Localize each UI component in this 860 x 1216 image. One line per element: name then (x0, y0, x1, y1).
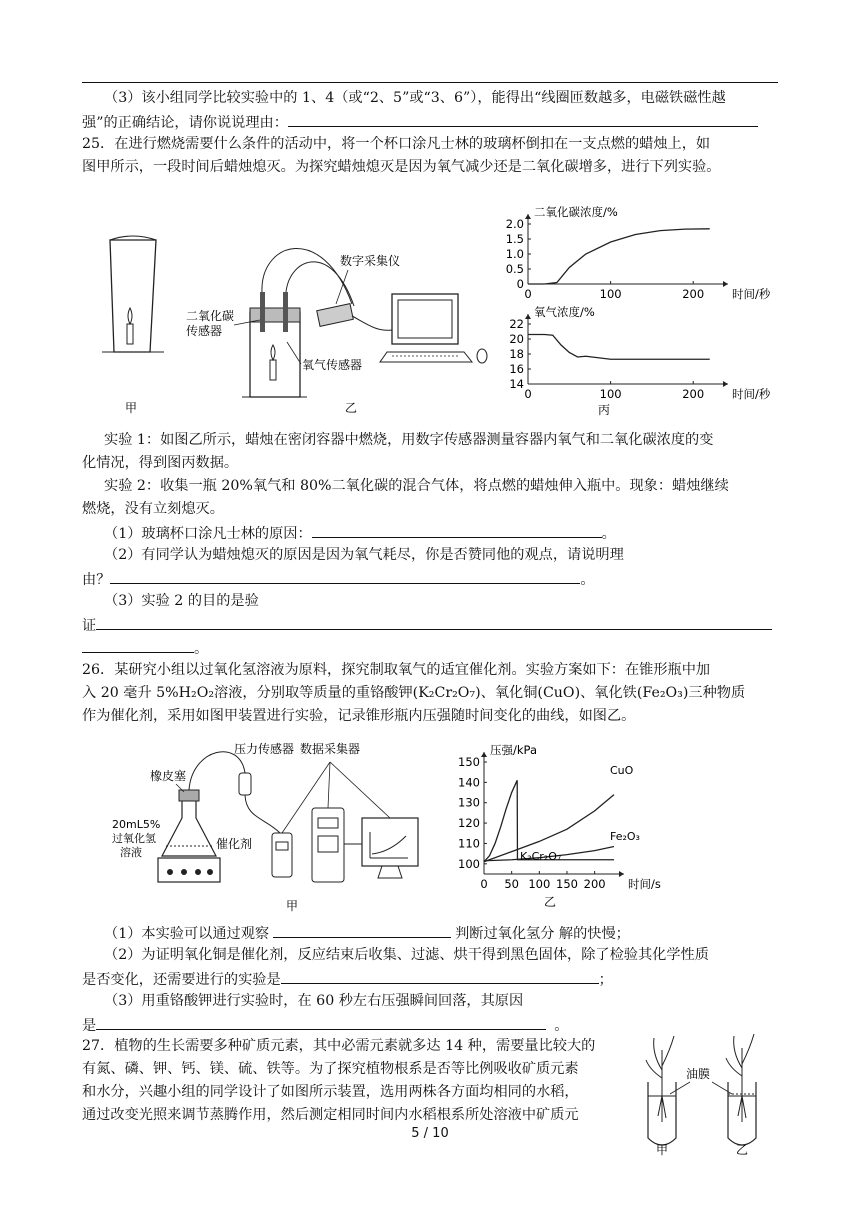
x-axis-arrow (619, 871, 624, 877)
oil-film-label: 油膜 (686, 1067, 711, 1081)
answer-blank[interactable] (312, 522, 602, 538)
series-label: CuO (610, 764, 634, 777)
y-tick-label: 1.0 (505, 247, 524, 261)
x-tick-label: 0 (524, 387, 532, 401)
q24-part3-line1: （3）该小组同学比较实验中的 1、4（或“2、5”或“3、6”），能得出“线圈匝数越多，电磁铁磁性越 (104, 90, 726, 106)
series-line-0 (528, 229, 710, 284)
answer-blank[interactable] (110, 568, 580, 584)
answer-blank[interactable] (288, 111, 758, 127)
solution-label-1: 20mL5% (112, 818, 161, 831)
y-tick-label: 14 (509, 377, 524, 391)
q26-part2-line2: 是否变化，还需要进行的实验是 ； (82, 968, 613, 990)
x-tick-label: 200 (682, 287, 705, 301)
stopper-label: 橡皮塞 (150, 769, 187, 783)
label-jia: 甲 (125, 401, 138, 415)
q26-pressure-chart (440, 734, 670, 912)
label-yi: 乙 (345, 401, 358, 415)
pressure-chart (458, 743, 661, 891)
q26-stem-line3: 作为催化剂，采用如图甲装置进行实验，记录锥形瓶内压强随时间变化的曲线，如图乙。 (82, 708, 636, 724)
x-tick-label: 0 (524, 287, 532, 301)
x-tick-label: 50 (504, 877, 519, 891)
o2-sensor-label: 氧气传感器 (302, 358, 363, 372)
x-axis-label: 时间/秒 (732, 287, 770, 301)
y-axis-arrow (525, 214, 531, 219)
series-line-0 (528, 335, 710, 360)
y-tick-label: 20 (509, 332, 524, 346)
q26-stem-line2: 入 20 毫升 5%H₂O₂溶液，分别取等质量的重铬酸钾(K₂Cr₂O₇)、氧化铜(CuO)、氧化铁(Fe₂O₃)三种物质 (82, 685, 746, 701)
q25-part3-line2: 证 (82, 614, 772, 636)
y-tick-label: 0.5 (505, 262, 524, 276)
x-axis-label: 时间/s (628, 877, 661, 891)
answer-line (82, 82, 778, 83)
series-label: Fe₂O₃ (610, 830, 640, 843)
q26-part3-line2: 是 。 (82, 1014, 568, 1036)
collector-label: 数字采集仪 (340, 254, 401, 268)
q25-concentration-charts (490, 200, 770, 425)
y-tick-label: 130 (458, 795, 480, 810)
q27-stem-line3: 和水分，兴趣小组的同学设计了如图所示装置，选用两株各方面均相同的水稻， (82, 1084, 579, 1100)
q25-part2-line2: 由？ 。 (82, 568, 595, 590)
x-tick-label: 150 (556, 877, 578, 891)
q26-part2-line1: （2）为证明氧化铜是催化剂，反应结束后收集、过滤、烘干得到黑色固体，除了检验其化学性质 (104, 947, 709, 963)
y-axis-arrow (525, 314, 531, 319)
q25-part1: （1）玻璃杯口涂凡士林的原因： 。 (104, 522, 616, 544)
x-tick-label: 100 (599, 287, 622, 301)
y-tick-label: 1.5 (505, 232, 524, 246)
solution-label-2: 过氧化氢 (112, 832, 156, 845)
x-axis-label: 时间/秒 (732, 387, 770, 401)
q25-exp1-line2: 化情况，得到图丙数据。 (82, 455, 239, 471)
chart-title: 压强/kPa (490, 743, 537, 757)
answer-blank[interactable] (96, 614, 772, 630)
q25-stem-line2: 图甲所示，一段时间后蜡烛熄灭。为探究蜡烛熄灭是因为氧气减少还是二氧化碳增多，进行下列实验。 (82, 159, 721, 175)
q25-part3-line3: 。 (82, 637, 208, 659)
label-jia: 甲 (656, 1143, 669, 1157)
q25-exp2-line1: 实验 2：收集一瓶 20%氧气和 80%二氧化碳的混合气体，将点燃的蜡烛伸入瓶中。现象：蜡烛继续 (104, 478, 729, 494)
q25-stem-line1: 25．在进行燃烧需要什么条件的活动中，将一个杯口涂凡士林的玻璃杯倒扣在一支点燃的蜡烛上，如 (82, 136, 711, 152)
y-tick-label: 18 (509, 347, 524, 361)
q26-apparatus-figure (100, 738, 430, 916)
y-tick-label: 140 (458, 775, 480, 790)
answer-blank[interactable] (273, 922, 451, 938)
q25-exp1-line1: 实验 1：如图乙所示，蜡烛在密闭容器中燃烧，用数字传感器测量容器内氧气和二氧化碳浓度的变 (104, 432, 714, 448)
y-tick-label: 150 (458, 755, 480, 769)
flask-apparatus (158, 752, 418, 882)
y-tick-label: 16 (509, 362, 524, 376)
y-tick-label: 22 (509, 317, 524, 331)
q25-part3-line1: （3）实验 2 的目的是验 (104, 593, 259, 609)
x-axis-arrow (723, 281, 728, 287)
q27-stem-line4: 通过改变光照来调节蒸腾作用，然后测定相同时间内水稻根系所处溶液中矿质元 (82, 1107, 579, 1123)
chart-title: 氧气浓度/% (534, 305, 595, 319)
o2-chart (509, 305, 770, 401)
q26-part3-line1: （3）用重铬酸钾进行实验时，在 60 秒左右压强瞬间回落，其原因 (104, 993, 524, 1009)
q25-apparatus-figure (92, 212, 512, 422)
q25-exp2-line2: 燃烧，没有立刻熄灭。 (82, 501, 224, 517)
pressure-sensor-label: 压力传感器 (234, 742, 295, 756)
q26-part1: （1）本实验可以通过观察 判断过氧化氢分 解的快慢； (104, 922, 630, 944)
y-tick-label: 0 (516, 277, 524, 291)
co2-sensor-label: 二氧化碳 (186, 309, 235, 323)
page-number: 5 / 10 (411, 1126, 449, 1141)
label-yi: 乙 (736, 1143, 749, 1157)
x-tick-label: 200 (583, 877, 606, 891)
y-tick-label: 100 (458, 856, 480, 871)
q24-part3-line2: 强”的正确结论，请你说说理由： (82, 111, 758, 133)
q26-stem-line1: 26．某研究小组以过氧化氢溶液为原料，探究制取氧气的适宜催化剂。实验方案如下：在锥形瓶中加 (82, 662, 711, 678)
co2-sensor-label-2: 传感器 (186, 324, 223, 338)
x-tick-label: 200 (682, 387, 705, 401)
y-tick-label: 2.0 (505, 217, 524, 231)
q27-stem-line2: 有氮、磷、钾、钙、镁、硫、铁等。为了探究植物根系是否等比例吸收矿质元素 (82, 1061, 579, 1077)
y-tick-label: 120 (458, 816, 480, 831)
sealed-container-diagram (242, 248, 487, 397)
chart-title: 二氧化碳浓度/% (534, 205, 618, 219)
catalyst-label: 催化剂 (216, 837, 253, 851)
x-axis-arrow (723, 381, 728, 387)
y-axis-arrow (481, 752, 487, 757)
series-label: K₂Cr₂O₇ (520, 850, 562, 863)
answer-blank[interactable] (82, 637, 194, 653)
q27-stem-line1: 27．植物的生长需要多种矿质元素，其中必需元素就多达 14 种，需要量比较大的 (82, 1038, 596, 1054)
co2-chart (506, 205, 770, 301)
y-tick-label: 110 (458, 836, 480, 851)
solution-label-3: 溶液 (120, 846, 142, 859)
label-yi: 乙 (544, 895, 557, 909)
label-bing: 丙 (598, 403, 611, 417)
label-jia: 甲 (286, 899, 299, 913)
x-tick-label: 100 (599, 387, 622, 401)
inverted-glass-diagram (102, 236, 164, 352)
data-collector-label: 数据采集器 (300, 742, 361, 756)
answer-blank[interactable] (281, 968, 599, 984)
answer-blank[interactable] (96, 1014, 546, 1030)
x-tick-label: 0 (480, 877, 488, 891)
q25-part2-line1: （2）有同学认为蜡烛熄灭的原因是因为氧气耗尽，你是否赞同他的观点，请说明理 (104, 547, 624, 563)
x-tick-label: 100 (528, 877, 551, 891)
